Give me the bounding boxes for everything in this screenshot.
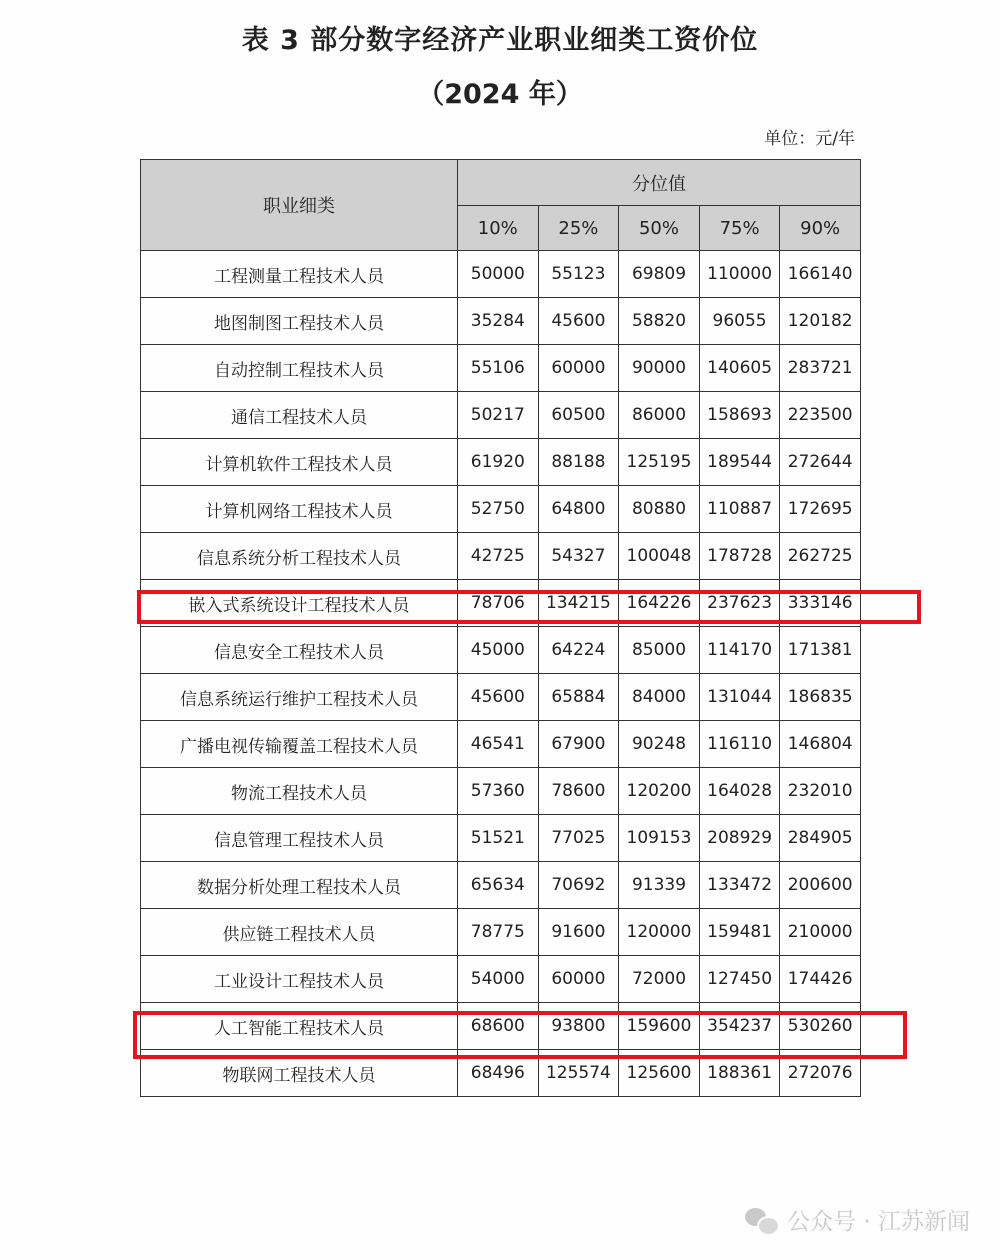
table-row (141, 298, 861, 345)
value-cell: 65884 (538, 674, 619, 721)
value-cell: 159481 (699, 909, 780, 956)
value-cell: 116110 (699, 721, 780, 768)
header-p50: 50% (619, 206, 700, 251)
value-cell: 284905 (780, 815, 861, 862)
value-cell: 333146 (780, 580, 861, 627)
value-cell: 114170 (699, 627, 780, 674)
table-row (141, 956, 861, 1003)
value-cell: 80880 (619, 486, 700, 533)
value-cell: 120182 (780, 298, 861, 345)
occupation-cell: 人工智能工程技术人员 (141, 1003, 458, 1050)
table-row (141, 439, 861, 486)
occupation-cell: 自动控制工程技术人员 (141, 345, 458, 392)
value-cell: 57360 (458, 768, 539, 815)
table-row (141, 392, 861, 439)
watermark-text: 公众号 · 江苏新闻 (787, 1209, 970, 1235)
value-cell: 125574 (538, 1050, 619, 1097)
value-cell: 159600 (619, 1003, 700, 1050)
occupation-cell: 信息系统分析工程技术人员 (141, 533, 458, 580)
occupation-cell: 地图制图工程技术人员 (141, 298, 458, 345)
value-cell: 174426 (780, 956, 861, 1003)
table-row (141, 345, 861, 392)
table-row (141, 251, 861, 298)
value-cell: 158693 (699, 392, 780, 439)
value-cell: 42725 (458, 533, 539, 580)
table-row (141, 909, 861, 956)
table-row (141, 815, 861, 862)
watermark (745, 1203, 970, 1236)
occupation-cell: 广播电视传输覆盖工程技术人员 (141, 721, 458, 768)
value-cell: 188361 (699, 1050, 780, 1097)
table-row (141, 862, 861, 909)
value-cell: 200600 (780, 862, 861, 909)
value-cell: 232010 (780, 768, 861, 815)
table-row (141, 533, 861, 580)
value-cell: 58820 (619, 298, 700, 345)
occupation-cell: 供应链工程技术人员 (141, 909, 458, 956)
value-cell: 60500 (538, 392, 619, 439)
header-percentile: 分位值 (458, 160, 861, 206)
value-cell: 91600 (538, 909, 619, 956)
value-cell: 96055 (699, 298, 780, 345)
value-cell: 60000 (538, 956, 619, 1003)
table-row (141, 1050, 861, 1097)
occupation-cell: 通信工程技术人员 (141, 392, 458, 439)
table-row (141, 580, 861, 627)
value-cell: 45600 (538, 298, 619, 345)
value-cell: 90000 (619, 345, 700, 392)
header-p10: 10% (458, 206, 539, 251)
value-cell: 125195 (619, 439, 700, 486)
value-cell: 133472 (699, 862, 780, 909)
value-cell: 140605 (699, 345, 780, 392)
value-cell: 178728 (699, 533, 780, 580)
value-cell: 164226 (619, 580, 700, 627)
value-cell: 51521 (458, 815, 539, 862)
value-cell: 78600 (538, 768, 619, 815)
value-cell: 68600 (458, 1003, 539, 1050)
value-cell: 64800 (538, 486, 619, 533)
document-subtitle: （2024 年） (417, 79, 583, 110)
value-cell: 90248 (619, 721, 700, 768)
table-row (141, 1003, 861, 1050)
value-cell: 77025 (538, 815, 619, 862)
table-row (141, 674, 861, 721)
header-p25: 25% (538, 206, 619, 251)
value-cell: 55106 (458, 345, 539, 392)
value-cell: 354237 (699, 1003, 780, 1050)
value-cell: 35284 (458, 298, 539, 345)
header-p90: 90% (780, 206, 861, 251)
value-cell: 67900 (538, 721, 619, 768)
value-cell: 172695 (780, 486, 861, 533)
table-row (141, 768, 861, 815)
value-cell: 64224 (538, 627, 619, 674)
wage-table (140, 159, 861, 1097)
value-cell: 54327 (538, 533, 619, 580)
occupation-cell: 信息管理工程技术人员 (141, 815, 458, 862)
value-cell: 166140 (780, 251, 861, 298)
document-title: 表 3 部分数字经济产业职业细类工资价位 (241, 25, 759, 56)
table-row (141, 627, 861, 674)
value-cell: 125600 (619, 1050, 700, 1097)
occupation-cell: 物联网工程技术人员 (141, 1050, 458, 1097)
value-cell: 131044 (699, 674, 780, 721)
occupation-cell: 数据分析处理工程技术人员 (141, 862, 458, 909)
header-occupation: 职业细类 (141, 160, 458, 251)
value-cell: 186835 (780, 674, 861, 721)
value-cell: 223500 (780, 392, 861, 439)
value-cell: 70692 (538, 862, 619, 909)
occupation-cell: 计算机软件工程技术人员 (141, 439, 458, 486)
value-cell: 272076 (780, 1050, 861, 1097)
value-cell: 50000 (458, 251, 539, 298)
wechat-icon (745, 1206, 779, 1234)
value-cell: 100048 (619, 533, 700, 580)
value-cell: 60000 (538, 345, 619, 392)
value-cell: 93800 (538, 1003, 619, 1050)
value-cell: 45600 (458, 674, 539, 721)
value-cell: 110000 (699, 251, 780, 298)
value-cell: 69809 (619, 251, 700, 298)
value-cell: 208929 (699, 815, 780, 862)
value-cell: 86000 (619, 392, 700, 439)
value-cell: 262725 (780, 533, 861, 580)
value-cell: 68496 (458, 1050, 539, 1097)
value-cell: 272644 (780, 439, 861, 486)
value-cell: 530260 (780, 1003, 861, 1050)
occupation-cell: 工业设计工程技术人员 (141, 956, 458, 1003)
value-cell: 237623 (699, 580, 780, 627)
value-cell: 88188 (538, 439, 619, 486)
value-cell: 146804 (780, 721, 861, 768)
value-cell: 189544 (699, 439, 780, 486)
value-cell: 110887 (699, 486, 780, 533)
value-cell: 171381 (780, 627, 861, 674)
value-cell: 283721 (780, 345, 861, 392)
value-cell: 127450 (699, 956, 780, 1003)
value-cell: 65634 (458, 862, 539, 909)
occupation-cell: 工程测量工程技术人员 (141, 251, 458, 298)
value-cell: 72000 (619, 956, 700, 1003)
table-row (141, 486, 861, 533)
value-cell: 85000 (619, 627, 700, 674)
value-cell: 45000 (458, 627, 539, 674)
value-cell: 55123 (538, 251, 619, 298)
unit-label: 单位：元/年 (764, 129, 855, 149)
occupation-cell: 物流工程技术人员 (141, 768, 458, 815)
occupation-cell: 信息安全工程技术人员 (141, 627, 458, 674)
value-cell: 84000 (619, 674, 700, 721)
value-cell: 164028 (699, 768, 780, 815)
value-cell: 120000 (619, 909, 700, 956)
table-body (141, 251, 861, 1097)
value-cell: 109153 (619, 815, 700, 862)
header-p75: 75% (699, 206, 780, 251)
occupation-cell: 计算机网络工程技术人员 (141, 486, 458, 533)
value-cell: 52750 (458, 486, 539, 533)
value-cell: 120200 (619, 768, 700, 815)
occupation-cell: 信息系统运行维护工程技术人员 (141, 674, 458, 721)
table-row (141, 721, 861, 768)
value-cell: 91339 (619, 862, 700, 909)
value-cell: 210000 (780, 909, 861, 956)
occupation-cell: 嵌入式系统设计工程技术人员 (141, 580, 458, 627)
value-cell: 78706 (458, 580, 539, 627)
value-cell: 50217 (458, 392, 539, 439)
value-cell: 46541 (458, 721, 539, 768)
value-cell: 61920 (458, 439, 539, 486)
value-cell: 134215 (538, 580, 619, 627)
value-cell: 78775 (458, 909, 539, 956)
value-cell: 54000 (458, 956, 539, 1003)
